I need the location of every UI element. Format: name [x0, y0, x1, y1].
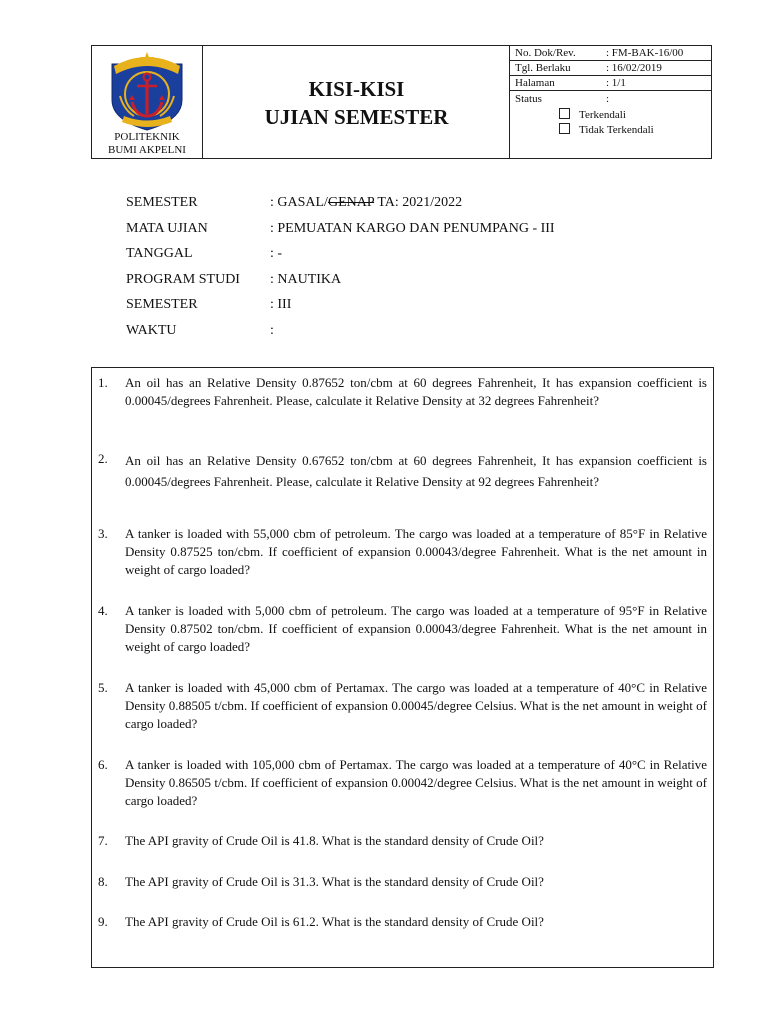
- doc-info-value: : 1/1: [606, 77, 626, 89]
- question-item: [98, 525, 708, 579]
- meta-semester-level: [126, 295, 726, 317]
- doc-info-label: Halaman: [515, 77, 555, 89]
- doc-title-line2: UJIAN SEMESTER: [264, 105, 449, 129]
- question-item: [98, 873, 708, 891]
- question-number: 8.: [98, 874, 108, 889]
- question-item: [98, 913, 708, 931]
- question-text: A tanker is loaded with 55,000 cbm of petroleum. The cargo was loaded at a temperature of 85°F in Relative Density 0.87525 ton/cbm. If coefficient of expansion 0.00043/degree Fahrenheit. What is the net amount in weight of cargo loaded?: [125, 526, 707, 577]
- status-value: :: [606, 93, 610, 105]
- doc-info-label: No. Dok/Rev.: [515, 47, 576, 59]
- meta-value: [270, 193, 462, 213]
- doc-info-cell: [509, 46, 711, 158]
- question-text: The API gravity of Crude Oil is 61.2. What is the standard density of Crude Oil?: [125, 914, 544, 929]
- question-text: A tanker is loaded with 105,000 cbm of Pertamax. The cargo was loaded at a temperature of 40°C in Relative Density 0.86505 t/cbm. If coefficient of expansion 0.00042/degree Celsius. What is the net amount in weight of cargo loaded?: [125, 757, 707, 808]
- question-number: 5.: [98, 680, 108, 695]
- checkbox-icon[interactable]: [559, 123, 570, 134]
- question-number: 3.: [98, 526, 108, 541]
- question-number: 1.: [98, 375, 108, 390]
- status-option-tidak-terkendali[interactable]: [559, 123, 654, 137]
- doc-info-value: : 16/02/2019: [606, 62, 662, 74]
- meta-value: : -: [270, 246, 283, 261]
- meta-mata-ujian: [126, 219, 726, 241]
- doc-title-line1: KISI-KISI: [308, 77, 405, 101]
- title-cell: [203, 46, 510, 158]
- semester-struck: GENAP: [327, 195, 375, 210]
- question-number: 4.: [98, 603, 108, 618]
- anchor-shield-logo-icon: [104, 50, 190, 132]
- meta-label: SEMESTER: [126, 297, 198, 312]
- questions-box: [91, 367, 714, 968]
- question-item: [98, 450, 708, 492]
- document-header: [91, 45, 712, 159]
- question-text: An oil has an Relative Density 0.67652 ton/cbm at 60 degrees Fahrenheit, It has expansion coefficient is 0.00045/degrees Fahrenheit. Please, calculate it Relative Density at 92 degrees Fahrenheit?: [125, 453, 707, 489]
- meta-value: :: [270, 323, 274, 338]
- meta-semester: [126, 193, 726, 215]
- status-option-label: Terkendali: [579, 109, 626, 121]
- meta-program-studi: [126, 270, 726, 292]
- meta-value: : NAUTIKA: [270, 272, 342, 287]
- question-number: 6.: [98, 757, 108, 772]
- question-text: A tanker is loaded with 45,000 cbm of Pertamax. The cargo was loaded at a temperature of 40°C in Relative Density 0.88505 t/cbm. If coefficient of expansion 0.00045/degree Celsius. What is the net amount in weight of cargo loaded?: [125, 680, 707, 731]
- meta-label: PROGRAM STUDI: [126, 272, 240, 287]
- doc-info-row-page: [510, 76, 712, 91]
- question-item: [98, 679, 708, 733]
- meta-value: : PEMUATAN KARGO DAN PENUMPANG - III: [270, 221, 555, 236]
- logo-text-line2: BUMI AKPELNI: [108, 144, 186, 156]
- meta-waktu: [126, 321, 726, 343]
- meta-label: MATA UJIAN: [126, 221, 208, 236]
- status-option-terkendali[interactable]: [559, 108, 626, 122]
- status-label: Status: [515, 93, 542, 105]
- doc-info-row-number: [510, 46, 712, 61]
- meta-value: : III: [270, 297, 292, 312]
- doc-info-label: Tgl. Berlaku: [515, 62, 571, 74]
- logo-cell: [92, 46, 203, 158]
- meta-label: SEMESTER: [126, 195, 198, 210]
- meta-label: WAKTU: [126, 323, 177, 338]
- question-number: 9.: [98, 914, 108, 929]
- question-number: 2.: [98, 451, 108, 466]
- doc-info-row-date: [510, 61, 712, 76]
- question-text: The API gravity of Crude Oil is 31.3. What is the standard density of Crude Oil?: [125, 874, 544, 889]
- semester-suffix: TA: 2021/2022: [374, 195, 463, 210]
- question-item: [98, 602, 708, 656]
- status-option-label: Tidak Terkendali: [579, 124, 654, 136]
- question-text: The API gravity of Crude Oil is 41.8. What is the standard density of Crude Oil?: [125, 833, 544, 848]
- meta-label: TANGGAL: [126, 246, 193, 261]
- logo-text-line1: POLITEKNIK: [114, 131, 180, 143]
- question-item: [98, 832, 708, 850]
- question-item: [98, 756, 708, 810]
- doc-status: [510, 91, 712, 158]
- checkbox-icon[interactable]: [559, 108, 570, 119]
- question-text: A tanker is loaded with 5,000 cbm of petroleum. The cargo was loaded at a temperature of 95°F in Relative Density 0.87502 ton/cbm. If coefficient of expansion 0.00043/degree Fahrenheit. What is the net amount in weight of cargo loaded?: [125, 603, 707, 654]
- question-number: 7.: [98, 833, 108, 848]
- doc-info-value: : FM-BAK-16/00: [606, 47, 684, 59]
- semester-prefix: : GASAL/: [270, 195, 328, 210]
- question-text: An oil has an Relative Density 0.87652 ton/cbm at 60 degrees Fahrenheit, It has expansion coefficient is 0.00045/degrees Fahrenheit. Please, calculate it Relative Density at 32 degrees Fahrenheit?: [125, 375, 707, 408]
- meta-tanggal: [126, 244, 726, 266]
- question-item: [98, 374, 708, 410]
